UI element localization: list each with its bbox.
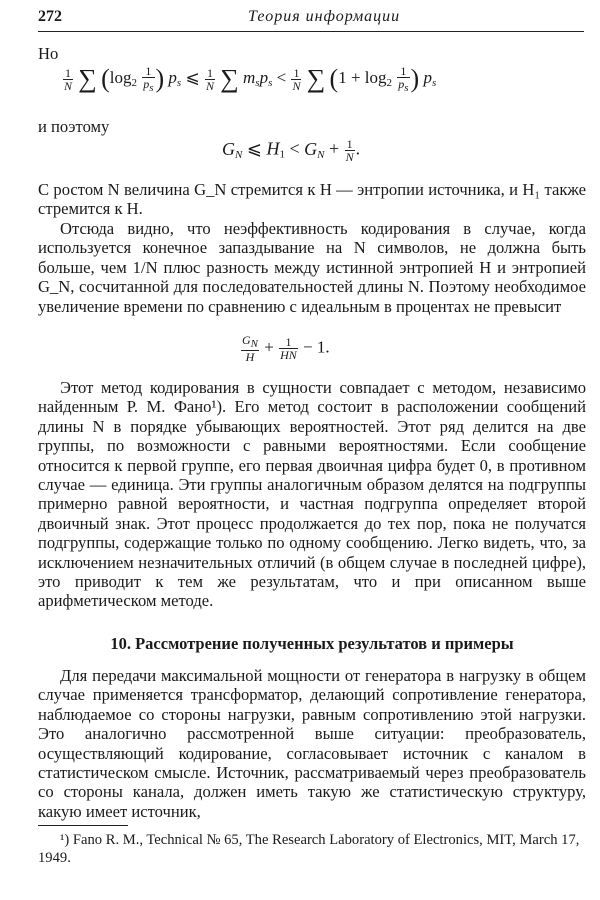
footnote-rule [38,825,128,826]
formula-excess-ratio: $\frac{GN}{H}$ + $\frac{1}{HN}$ − 1. [242,333,330,364]
paragraph-3-text: Этот метод кодирования в сущности совпадает с методом, независимо найденным Р. М. Фано¹). Его метод состоит в расположении сообщений длины N в порядке убывающих вероятностей. Этот ряд делится на две группы, по возможности с равными вероятностями. Если сообщение относится к первой группе, его первая двоичная цифра будет 0, в противном случае — единица. Эти группы аналогичным образом делятся на подгруппы примерно равной вероятности, и частная подгруппа определяет второй двоичный знак. Этот процесс продолжается до тех пор, пока не получатся подгруппы, содержащие только по одному сообщению. Легко видеть, что, за исключением незначительных отличий (в общем случае в последней цифре), это приводит к тем же результатам, что и при описанном выше арифметическом методе. [38,378,586,611]
formula-inequality-1: $\frac{1}{N}$ ∑ ($\log_2$ $\frac{1}{ps}$ ) $p_s$ ⩽ $\frac{1}{N}$ ∑ $m_sp_s$ < $\frac{1}{N}$ ∑ ($1 + \log_2$ $\frac{1}{ps}$ ) $p_s$ [64,63,437,94]
intro-word: Но [38,44,59,63]
paragraph-inefficiency [38,219,586,316]
header-rule [38,31,584,32]
paragraph-1-text: С ростом N величина G_N стремится к H — энтропии источника, и H₁ также стремится к H. [38,180,586,219]
paragraph-fano-method [38,378,586,611]
paragraph-convergence [38,180,586,219]
page-header [38,8,584,32]
paragraph-transformer [38,666,586,821]
text-therefore: и поэтому [38,117,110,136]
formula-inequality-2: $G_N$ ⩽ $H_1 < G_N$ + $\frac{1}{N}$ . [222,137,361,164]
running-title: Теория информации [248,8,401,25]
footnote: ¹) Fano R. M., Technical № 65, The Research Laboratory of Electronics, MIT, March 17, 1949. [38,832,580,866]
section-heading: 10. Рассмотрение полученных результатов и примеры [110,634,514,653]
paragraph-4-text: Для передачи максимальной мощности от генератора в нагрузку в общем случае применяется трансформатор, делающий сопротивление генератора, наблюдаемое со стороны нагрузки, равным сопротивлению этой нагрузки. Это аналогично рассмотренной выше ситуации: преобразователь, осуществляющий кодирование, согласовывает источник с каналом в статистическом смысле. Источник, рассматриваемый через преобразователь со стороны канала, должен иметь такую же статистическую структуру, какую имеет источник, [38,666,586,821]
page-number: 272 [38,8,62,25]
paragraph-2-text: Отсюда видно, что неэффективность кодирования в случае, когда используется конечное запаздывание на N символов, не должна быть больше, чем 1/N плюс разность между истинной энтропией H и энтропией G_N, сосчитанной для последовательностей длины N. Поэтому необходимое увеличение времени по сравнению с идеальным в процентах не превысит [38,219,586,316]
